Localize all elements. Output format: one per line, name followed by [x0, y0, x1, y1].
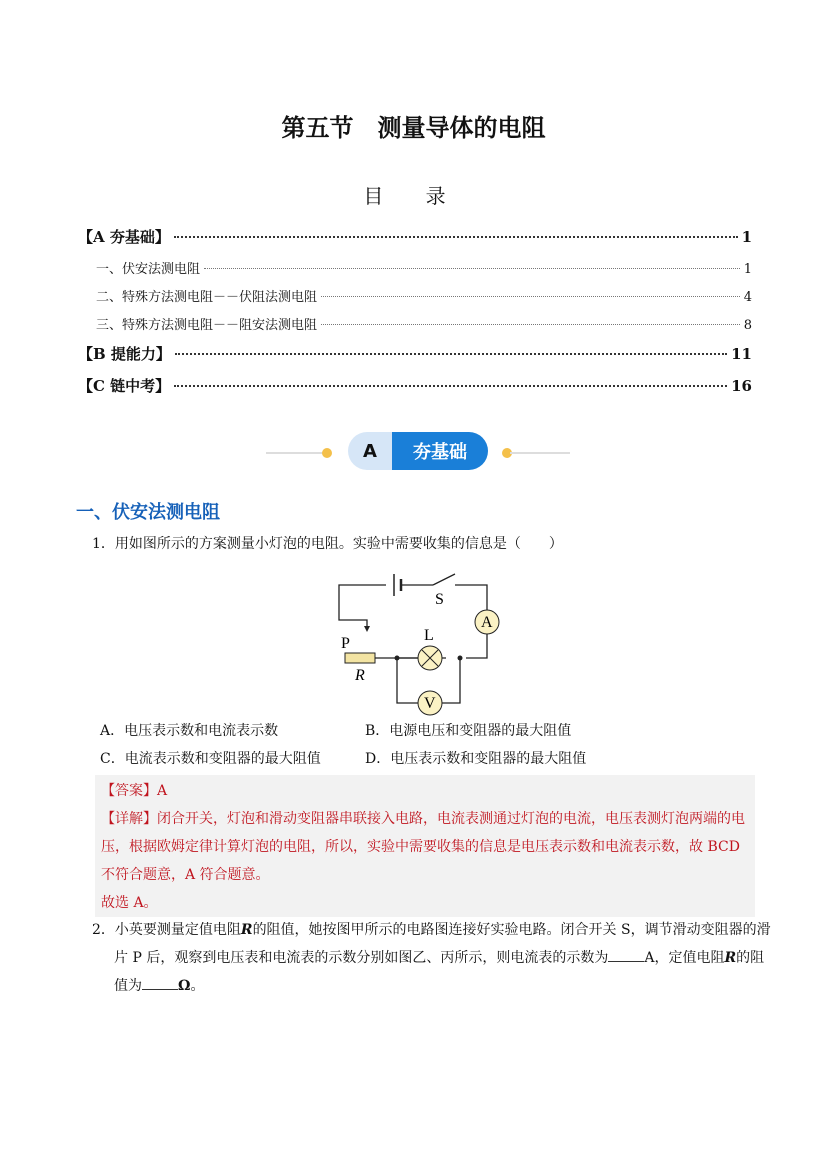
- circuit-diagram: [330, 570, 510, 720]
- banner-letter: A: [348, 432, 392, 470]
- page-title: 第五节 测量导体的电阻: [281, 114, 546, 142]
- detail-label: 【详解】: [101, 811, 157, 827]
- toc-label: 【A 夯基础】: [78, 228, 170, 246]
- toc-page: 1: [741, 228, 752, 246]
- section-heading: 一、伏安法测电阻: [76, 502, 220, 523]
- label-switch: S: [435, 591, 444, 608]
- banner-label: 夯基础: [392, 432, 488, 470]
- toc-label: 二、特殊方法测电阻－－伏阻法测电阻: [96, 290, 318, 305]
- ammeter-label: A: [481, 614, 493, 631]
- option-b: B．电源电压和变阻器的最大阻值: [365, 723, 572, 739]
- toc-leader: [174, 385, 727, 387]
- toc-page: 8: [743, 318, 752, 333]
- toc-leader: [175, 353, 727, 355]
- toc-item[interactable]: [96, 258, 752, 277]
- toc-page: 4: [743, 290, 752, 305]
- label-resistor: R: [355, 667, 365, 684]
- toc-page: 11: [731, 345, 752, 363]
- detail-text: 闭合开关，灯泡和滑动变阻器串联接入电路，电流表测通过灯泡的电流，电压表测灯泡两端的电压，根据欧姆定律计算灯泡的电阻，所以，实验中需要收集的信息是电压表示数和电流表示数，故 BCD 不符合题意，A 符合题意。: [101, 811, 745, 883]
- toc-leader: [174, 236, 738, 238]
- answer-blank-current[interactable]: [608, 961, 644, 962]
- toc-leader: [321, 296, 740, 297]
- option-d: D．电压表示数和变阻器的最大阻值: [365, 751, 587, 767]
- answer-label: 【答案】: [101, 783, 157, 799]
- toc-leader: [204, 268, 740, 269]
- answer-blank-resistance[interactable]: [142, 989, 178, 990]
- toc-label: 三、特殊方法测电阻－－阻安法测电阻: [96, 318, 318, 333]
- voltmeter-label: V: [424, 695, 436, 712]
- toc-label: 【B 提能力】: [78, 345, 171, 363]
- toc-label: 【C 链中考】: [78, 377, 171, 395]
- toc-label: 一、伏安法测电阻: [96, 262, 201, 277]
- toc-heading: 目 录: [363, 184, 464, 208]
- toc-page: 1: [743, 262, 752, 277]
- option-a: A．电压表示数和电流表示数: [100, 723, 279, 739]
- conclusion: 故选 A。: [101, 895, 158, 911]
- toc-leader: [321, 324, 740, 325]
- answer-box: [95, 775, 755, 917]
- section-banner: [266, 432, 566, 470]
- option-c: C．电流表示数和变阻器的最大阻值: [100, 751, 321, 767]
- toc-item[interactable]: [96, 314, 752, 333]
- toc-item[interactable]: [78, 343, 752, 364]
- toc-item[interactable]: [96, 286, 752, 305]
- question-1: 1．用如图所示的方案测量小灯泡的电阻。实验中需要收集的信息是（ ）: [92, 536, 563, 552]
- toc-item[interactable]: [78, 226, 752, 247]
- label-lamp: L: [424, 627, 434, 644]
- question-2: 2．小英要测量定值电阻R的阻值，她按图甲所示的电路图连接好实验电路。闭合开关 S，调节滑动变阻器的滑片 P 后，观察到电压表和电流表的示数分别如图乙、丙所示，则电流表的示数为 A，定值电阻R的阻值为 Ω。: [92, 922, 771, 994]
- toc-item[interactable]: [78, 375, 752, 396]
- answer-value: A: [157, 783, 168, 799]
- toc-page: 16: [731, 377, 752, 395]
- label-slider: P: [341, 635, 350, 652]
